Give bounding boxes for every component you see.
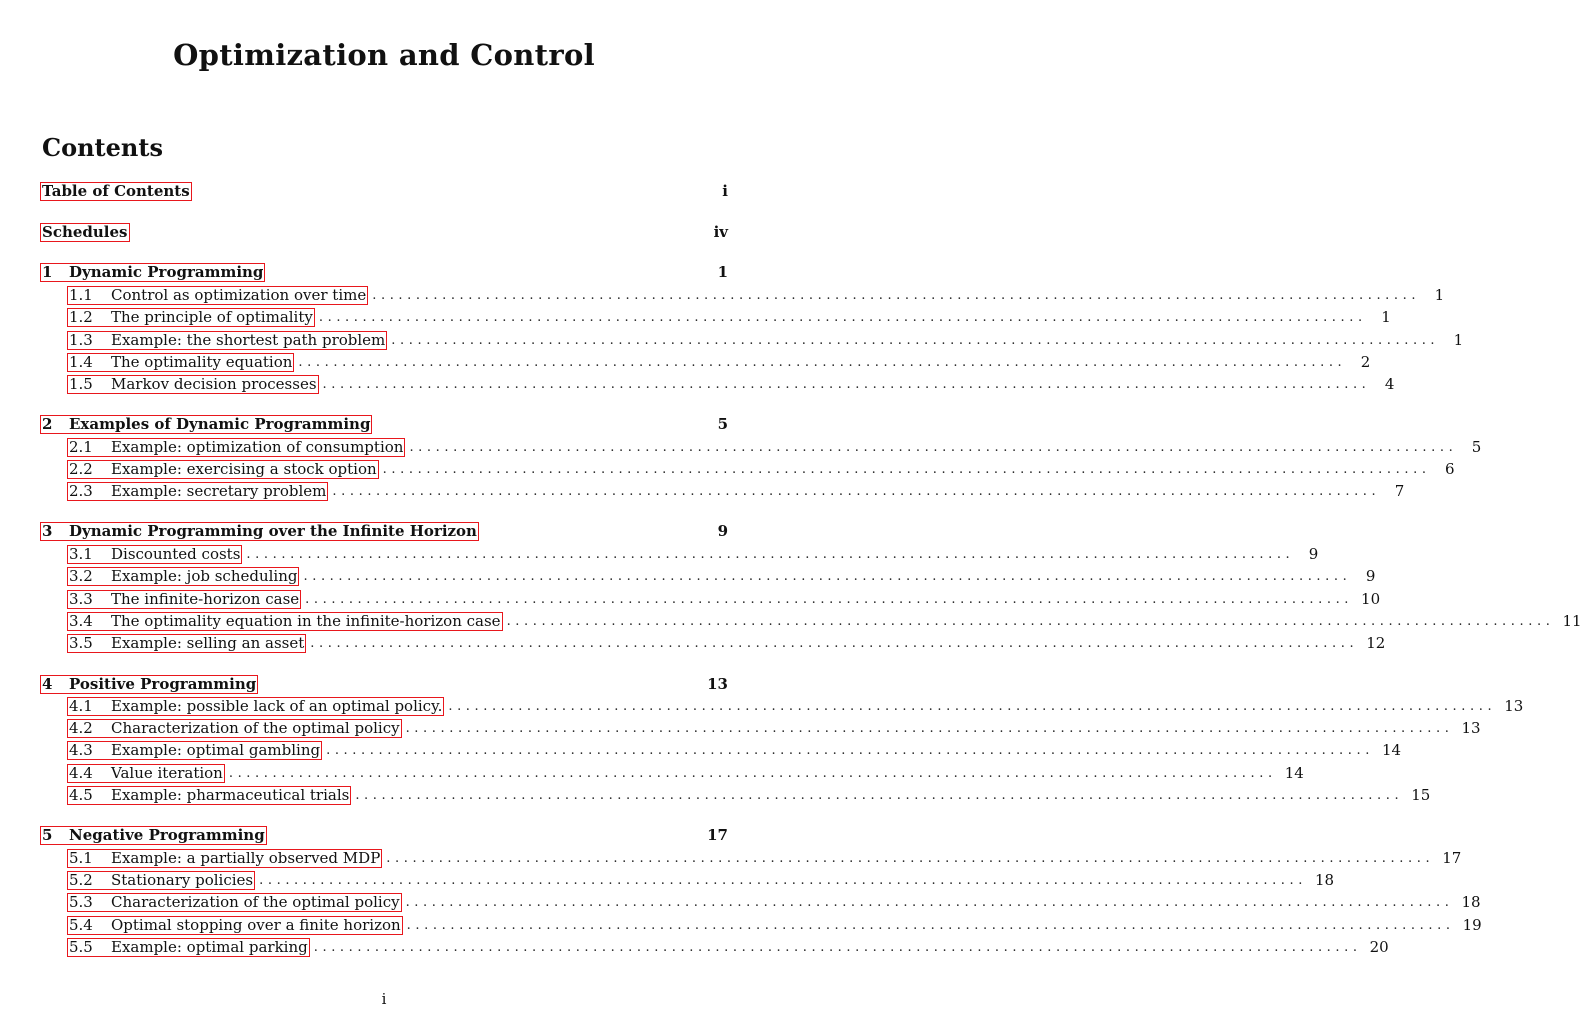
toc-number: 4.3 [69, 740, 93, 759]
dot-leader: ........................................................................................................................ [405, 720, 1454, 736]
toc-page-number: 1 [1381, 308, 1391, 326]
toc-label: Characterization of the optimal policy [111, 892, 400, 911]
toc-page-number: iv [713, 223, 728, 241]
toc-label: Example: pharmaceutical trials [111, 785, 350, 804]
toc-number: 4.4 [69, 763, 93, 782]
dot-leader: ........................................................................................................................ [246, 546, 1295, 562]
toc-link[interactable] [40, 182, 192, 201]
toc-number: 3.2 [69, 566, 93, 585]
dot-leader: ........................................................................................................................ [406, 917, 1455, 933]
toc-section-row [67, 307, 1391, 327]
toc-link[interactable] [40, 522, 479, 541]
toc-label: The infinite-horizon case [111, 589, 300, 608]
toc-page-number: 13 [1461, 719, 1481, 737]
dot-leader: ........................................................................................................................ [303, 568, 1352, 584]
toc-link[interactable] [67, 375, 319, 394]
dot-leader: ........................................................................................................................ [322, 376, 1371, 392]
toc-label: Control as optimization over time [111, 285, 367, 304]
toc-page-number: 5 [1471, 438, 1482, 456]
dot-leader: ........................................................................................................................ [310, 635, 1359, 651]
toc-page-number: 20 [1369, 938, 1389, 956]
toc-label: Dynamic Programming [69, 262, 264, 281]
toc-page-number: i [722, 182, 728, 200]
toc-number: 3.3 [69, 589, 93, 608]
toc-label: Example: the shortest path problem [111, 330, 386, 349]
toc-number: 4.1 [69, 696, 93, 715]
dot-leader: ........................................................................................................................ [409, 439, 1458, 455]
toc-page-number: 14 [1381, 741, 1402, 759]
toc-section-row [67, 633, 1386, 653]
toc-link[interactable] [67, 741, 322, 760]
toc-label: Example: job scheduling [111, 566, 298, 585]
dot-leader: ........................................................................................................................ [313, 939, 1362, 955]
dot-leader: ........................................................................................................................ [332, 483, 1381, 499]
toc-page-number: 14 [1284, 764, 1304, 782]
dot-leader: ........................................................................................................................ [506, 613, 1555, 629]
toc-number: 1.2 [69, 307, 93, 326]
toc-page-number: 10 [1361, 590, 1381, 608]
toc-number: 3.4 [69, 611, 93, 630]
dot-leader: ........................................................................................................................ [405, 894, 1454, 910]
toc-link[interactable] [40, 223, 130, 242]
toc-front-row [40, 222, 728, 242]
toc-page-number: 11 [1562, 612, 1582, 630]
toc-label: Dynamic Programming over the Infinite Horizon [69, 521, 477, 540]
toc-link[interactable] [67, 849, 382, 868]
toc-section-row [67, 544, 1319, 564]
toc-section-row [67, 611, 1582, 631]
toc-section-row [67, 566, 1376, 586]
toc-page-number: 9 [1308, 545, 1319, 563]
toc-label: Table of Contents [42, 181, 190, 200]
toc-link[interactable] [67, 938, 310, 957]
toc-label: Markov decision processes [111, 374, 317, 393]
toc-number: 2 [42, 414, 53, 433]
toc-number: 5.5 [69, 937, 93, 956]
dot-leader: ........................................................................................................................ [305, 591, 1354, 607]
toc-page-number: 18 [1461, 893, 1481, 911]
toc-link[interactable] [67, 331, 387, 350]
toc-number: 2.2 [69, 459, 93, 478]
dot-leader: ........................................................................................................................ [386, 850, 1435, 866]
toc-link[interactable] [67, 612, 503, 631]
toc-page-number: 1 [1434, 286, 1445, 304]
toc-number: 1 [42, 262, 53, 281]
toc-section-row [67, 848, 1462, 868]
toc-label: Characterization of the optimal policy [111, 718, 400, 737]
toc-section-row [67, 437, 1482, 457]
toc-label: Example: possible lack of an optimal policy. [111, 696, 443, 715]
toc-number: 2.1 [69, 437, 93, 456]
toc-section-row [67, 285, 1445, 305]
toc-label: The principle of optimality [111, 307, 313, 326]
toc-label: Value iteration [111, 763, 223, 782]
dot-leader: ........................................................................................................................ [391, 332, 1440, 348]
toc-number: 3 [42, 521, 53, 540]
toc-link[interactable] [67, 893, 402, 912]
toc-page-number: 9 [1365, 567, 1376, 585]
toc-chapter-row [40, 674, 728, 694]
toc-chapter-row [40, 414, 728, 434]
toc-label: Schedules [42, 222, 128, 241]
toc-label: Optimal stopping over a finite horizon [111, 915, 401, 934]
toc-link[interactable] [67, 764, 225, 783]
toc-front-row [40, 181, 728, 201]
toc-link[interactable] [67, 697, 444, 716]
toc-label: Example: secretary problem [111, 481, 327, 500]
toc-link[interactable] [67, 308, 315, 327]
toc-page-number: 17 [707, 826, 728, 844]
toc-label: Example: optimization of consumption [111, 437, 404, 456]
toc-label: Examples of Dynamic Programming [69, 414, 371, 433]
toc-page-number: 9 [717, 522, 728, 540]
toc-number: 1.4 [69, 352, 93, 371]
toc-link[interactable] [40, 826, 267, 845]
toc-page-number: 6 [1445, 460, 1455, 478]
page-number-footer: i [381, 990, 387, 1008]
toc-section-row [67, 915, 1482, 935]
toc-chapter-row [40, 262, 728, 282]
toc-section-row [67, 763, 1304, 783]
toc-section-row [67, 740, 1402, 760]
toc-label: Example: exercising a stock option [111, 459, 377, 478]
toc-number: 1.1 [69, 285, 93, 304]
toc-section-row [67, 352, 1371, 372]
dot-leader: ........................................................................................................................ [298, 354, 1347, 370]
toc-page-number: 1 [1453, 331, 1464, 349]
toc-link[interactable] [67, 460, 379, 479]
toc-section-row [67, 481, 1405, 501]
toc-number: 1.5 [69, 374, 93, 393]
toc-label: Example: a partially observed MDP [111, 848, 381, 867]
toc-label: Positive Programming [69, 674, 257, 693]
toc-section-row [67, 785, 1431, 805]
toc-label: Example: optimal gambling [111, 740, 321, 759]
toc-label: The optimality equation [111, 352, 293, 371]
dot-leader: ........................................................................................................................ [259, 872, 1308, 888]
toc-link[interactable] [67, 916, 403, 935]
toc-number: 4.5 [69, 785, 93, 804]
toc-page-number: 17 [1442, 849, 1462, 867]
toc-link[interactable] [40, 675, 258, 694]
document-title: Optimization and Control [173, 38, 595, 72]
toc-page-number: 19 [1462, 916, 1482, 934]
dot-leader: ........................................................................................................................ [326, 742, 1374, 758]
toc-link[interactable] [67, 719, 402, 738]
dot-leader: ........................................................................................................................ [448, 698, 1497, 714]
toc-page-number: 1 [717, 263, 728, 281]
toc-section-row [67, 937, 1389, 957]
contents-heading: Contents [42, 133, 163, 162]
toc-label: Stationary policies [111, 870, 254, 889]
toc-number: 1.3 [69, 330, 93, 349]
toc-page-number: 12 [1366, 634, 1386, 652]
dot-leader: ........................................................................................................................ [382, 461, 1431, 477]
toc-number: 3.1 [69, 544, 93, 563]
toc-label: Negative Programming [69, 825, 265, 844]
toc-link[interactable] [67, 286, 368, 305]
toc-section-row [67, 870, 1335, 890]
toc-page-number: 13 [1504, 697, 1524, 715]
toc-page-number: 5 [717, 415, 728, 433]
toc-label: The optimality equation in the infinite-horizon case [111, 611, 501, 630]
toc-page-number: 18 [1315, 871, 1335, 889]
toc-link[interactable] [67, 590, 301, 609]
toc-link[interactable] [67, 482, 328, 501]
toc-page-number: 13 [707, 675, 728, 693]
toc-chapter-row [40, 825, 728, 845]
toc-label: Example: selling an asset [111, 633, 305, 652]
toc-link[interactable] [67, 567, 299, 586]
toc-number: 5 [42, 825, 53, 844]
toc-section-row [67, 589, 1381, 609]
toc-link[interactable] [67, 871, 255, 890]
toc-chapter-row [40, 521, 728, 541]
dot-leader: ........................................................................................................................ [228, 765, 1277, 781]
toc-section-row [67, 718, 1481, 738]
toc-section-row [67, 696, 1524, 716]
toc-link[interactable] [67, 353, 294, 372]
toc-number: 5.2 [69, 870, 93, 889]
toc-number: 4.2 [69, 718, 93, 737]
toc-number: 3.5 [69, 633, 93, 652]
toc-page-number: 4 [1384, 375, 1395, 393]
toc-link[interactable] [67, 545, 242, 564]
dot-leader: ........................................................................................................................ [372, 287, 1421, 303]
toc-number: 5.1 [69, 848, 93, 867]
toc-page-number: 15 [1411, 786, 1431, 804]
toc-number: 4 [42, 674, 53, 693]
toc-page-number: 2 [1360, 353, 1371, 371]
toc-section-row [67, 459, 1455, 479]
toc-number: 2.3 [69, 481, 93, 500]
dot-leader: ........................................................................................................................ [355, 787, 1404, 803]
toc-page-number: 7 [1394, 482, 1405, 500]
dot-leader: ........................................................................................................................ [318, 309, 1367, 325]
toc-number: 5.3 [69, 892, 93, 911]
toc-label: Example: optimal parking [111, 937, 308, 956]
toc-number: 5.4 [69, 915, 93, 934]
toc-section-row [67, 892, 1481, 912]
toc-link[interactable] [40, 415, 372, 434]
toc-link[interactable] [40, 263, 265, 282]
toc-link[interactable] [67, 438, 405, 457]
toc-link[interactable] [67, 634, 306, 653]
toc-section-row [67, 374, 1395, 394]
toc-label: Discounted costs [111, 544, 241, 563]
toc-section-row [67, 330, 1464, 350]
toc-link[interactable] [67, 786, 351, 805]
